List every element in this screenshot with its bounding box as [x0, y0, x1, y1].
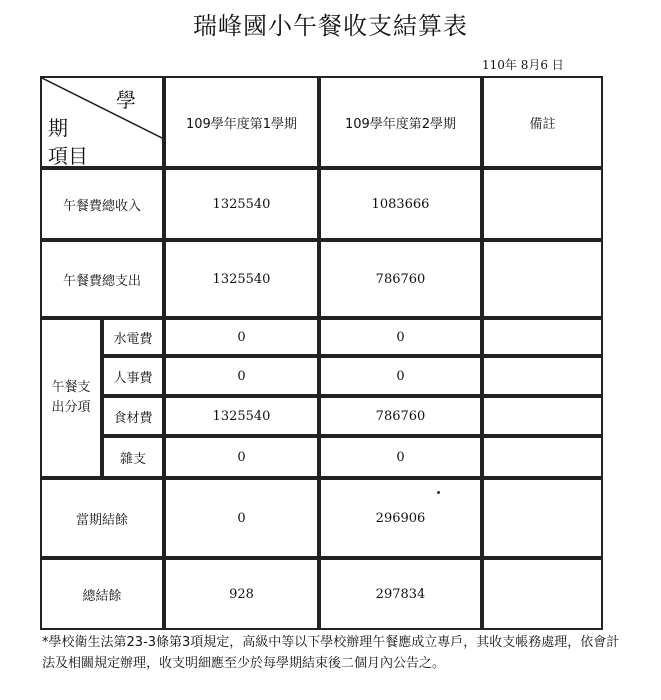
personnel-semester-1: 0 [164, 356, 319, 396]
scan-speck [437, 491, 440, 494]
document-date: 110年 8月6 日 [482, 58, 564, 72]
utility-semester-2: 0 [319, 318, 482, 356]
personnel-semester-2: 0 [319, 356, 482, 396]
period-balance-semester-2: 296906 [319, 478, 482, 558]
group-label-line-2: 出分項 [51, 400, 91, 415]
misc-remarks [482, 436, 603, 478]
food-remarks [482, 396, 603, 436]
food-semester-1: 1325540 [164, 396, 319, 436]
personnel-remarks [482, 356, 603, 396]
document-title: 瑞峰國小午餐收支結算表 [193, 12, 468, 40]
period-balance-semester-1: 0 [164, 478, 319, 558]
total-balance-semester-2: 297834 [319, 558, 482, 630]
corner-label-mid: 期 [48, 116, 68, 140]
period-balance-remarks [482, 478, 603, 558]
header-semester-1: 109學年度第1學期 [164, 76, 319, 168]
misc-semester-1: 0 [164, 436, 319, 478]
corner-label-top: 學 [116, 88, 136, 112]
footnote: *學校衛生法第23-3條第3項規定，高級中等以下學校辦理午餐應成立專戶，其收支帳務處理，依會計法及相關規定辦理，收支明細應至少於每學期結束後二個月內公告之。 [42, 635, 620, 671]
utility-remarks [482, 318, 603, 356]
row-label-misc: 雜支 [102, 436, 164, 478]
expense-semester-1: 1325540 [164, 240, 319, 318]
group-label-line-1: 午餐支 [51, 380, 91, 395]
row-label-utility: 水電費 [102, 318, 164, 356]
group-label-expense-breakdown [40, 318, 102, 478]
expense-semester-2: 786760 [319, 240, 482, 318]
header-remarks: 備註 [482, 76, 603, 168]
row-label-food: 食材費 [102, 396, 164, 436]
total-balance-remarks [482, 558, 603, 630]
row-label-income: 午餐費總收入 [40, 168, 164, 240]
header-semester-2: 109學年度第2學期 [319, 76, 482, 168]
utility-semester-1: 0 [164, 318, 319, 356]
expense-remarks [482, 240, 603, 318]
income-remarks [482, 168, 603, 240]
food-semester-2: 786760 [319, 396, 482, 436]
total-balance-semester-1: 928 [164, 558, 319, 630]
row-label-total-balance: 總結餘 [40, 558, 164, 630]
corner-label-bottom: 項目 [48, 144, 88, 168]
row-label-personnel: 人事費 [102, 356, 164, 396]
income-semester-1: 1325540 [164, 168, 319, 240]
row-label-expense: 午餐費總支出 [40, 240, 164, 318]
row-label-period-balance: 當期結餘 [40, 478, 164, 558]
income-semester-2: 1083666 [319, 168, 482, 240]
header-corner-cell [40, 76, 164, 168]
misc-semester-2: 0 [319, 436, 482, 478]
